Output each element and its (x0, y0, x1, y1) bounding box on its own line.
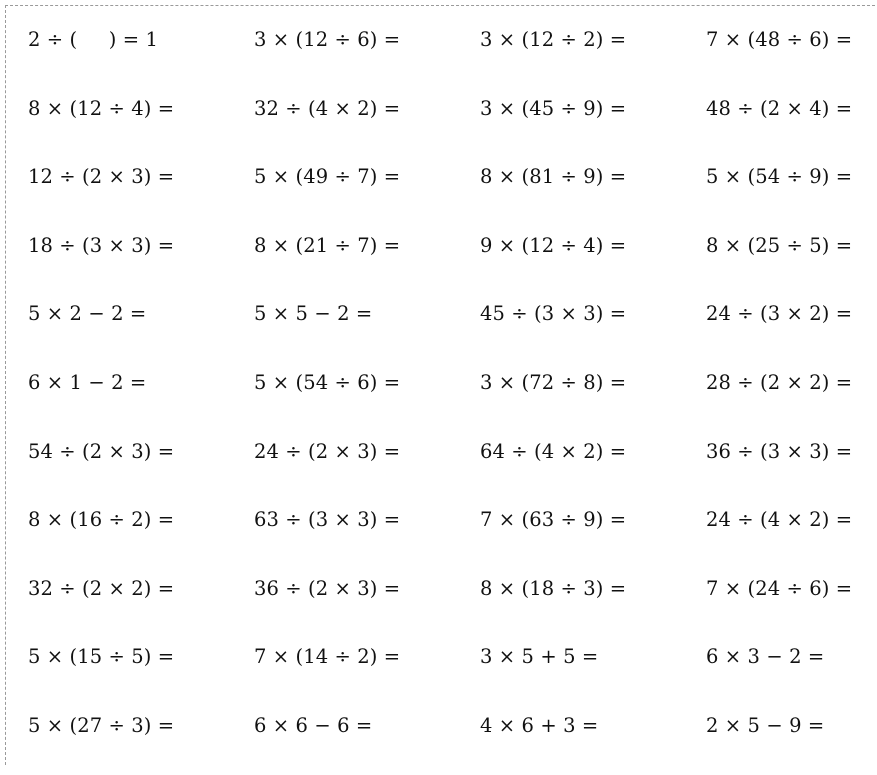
worksheet-frame (5, 5, 875, 765)
math-problem: 64 ÷ (4 × 2) = (480, 439, 627, 463)
math-problem: 4 × 6 + 3 = (480, 713, 599, 737)
math-problem: 63 ÷ (3 × 3) = (254, 508, 401, 532)
math-problem: 36 ÷ (3 × 3) = (706, 439, 853, 463)
math-problem: 5 × 5 − 2 = (254, 302, 373, 326)
math-problem: 3 × (12 ÷ 6) = (254, 28, 401, 51)
math-problem: 32 ÷ (4 × 2) = (254, 96, 401, 120)
math-problem: 8 × (81 ÷ 9) = (480, 165, 627, 189)
math-problem: 7 × (48 ÷ 6) = (706, 28, 853, 51)
math-problem: 8 × (18 ÷ 3) = (480, 576, 627, 600)
math-problem: 36 ÷ (2 × 3) = (254, 576, 401, 600)
math-problem: 5 × (15 ÷ 5) = (28, 645, 175, 669)
math-problem: 12 ÷ (2 × 3) = (28, 165, 175, 189)
math-problem: 5 × 2 − 2 = (28, 302, 147, 326)
math-problem: 5 × (49 ÷ 7) = (254, 165, 401, 189)
math-problem: 32 ÷ (2 × 2) = (28, 576, 175, 600)
math-problem: 2 × 5 − 9 = (706, 713, 825, 737)
math-problem: 24 ÷ (2 × 3) = (254, 439, 401, 463)
math-problem: 6 × 1 − 2 = (28, 370, 147, 394)
math-problem: 3 × 5 + 5 = (480, 645, 599, 669)
math-problem: 18 ÷ (3 × 3) = (28, 233, 175, 257)
math-problem: 6 × 3 − 2 = (706, 645, 825, 669)
math-problem: 6 × 6 − 6 = (254, 713, 373, 737)
math-problem: 24 ÷ (4 × 2) = (706, 508, 853, 532)
math-problem: 2 ÷ ( ) = 1 (28, 28, 158, 51)
math-problem: 7 × (14 ÷ 2) = (254, 645, 401, 669)
problem-grid (28, 20, 877, 775)
math-problem: 3 × (72 ÷ 8) = (480, 370, 627, 394)
math-problem: 8 × (12 ÷ 4) = (28, 96, 175, 120)
math-problem: 8 × (21 ÷ 7) = (254, 233, 401, 257)
math-problem: 48 ÷ (2 × 4) = (706, 96, 853, 120)
math-problem: 45 ÷ (3 × 3) = (480, 302, 627, 326)
math-problem: 54 ÷ (2 × 3) = (28, 439, 175, 463)
math-problem: 3 × (12 ÷ 2) = (480, 28, 627, 51)
math-problem: 8 × (16 ÷ 2) = (28, 508, 175, 532)
math-problem: 9 × (12 ÷ 4) = (480, 233, 627, 257)
math-problem: 3 × (45 ÷ 9) = (480, 96, 627, 120)
math-problem: 8 × (25 ÷ 5) = (706, 233, 853, 257)
math-problem: 28 ÷ (2 × 2) = (706, 370, 853, 394)
math-problem: 7 × (24 ÷ 6) = (706, 576, 853, 600)
math-problem: 24 ÷ (3 × 2) = (706, 302, 853, 326)
math-problem: 5 × (54 ÷ 9) = (706, 165, 853, 189)
math-problem: 7 × (63 ÷ 9) = (480, 508, 627, 532)
math-problem: 5 × (54 ÷ 6) = (254, 370, 401, 394)
math-problem: 5 × (27 ÷ 3) = (28, 713, 175, 737)
